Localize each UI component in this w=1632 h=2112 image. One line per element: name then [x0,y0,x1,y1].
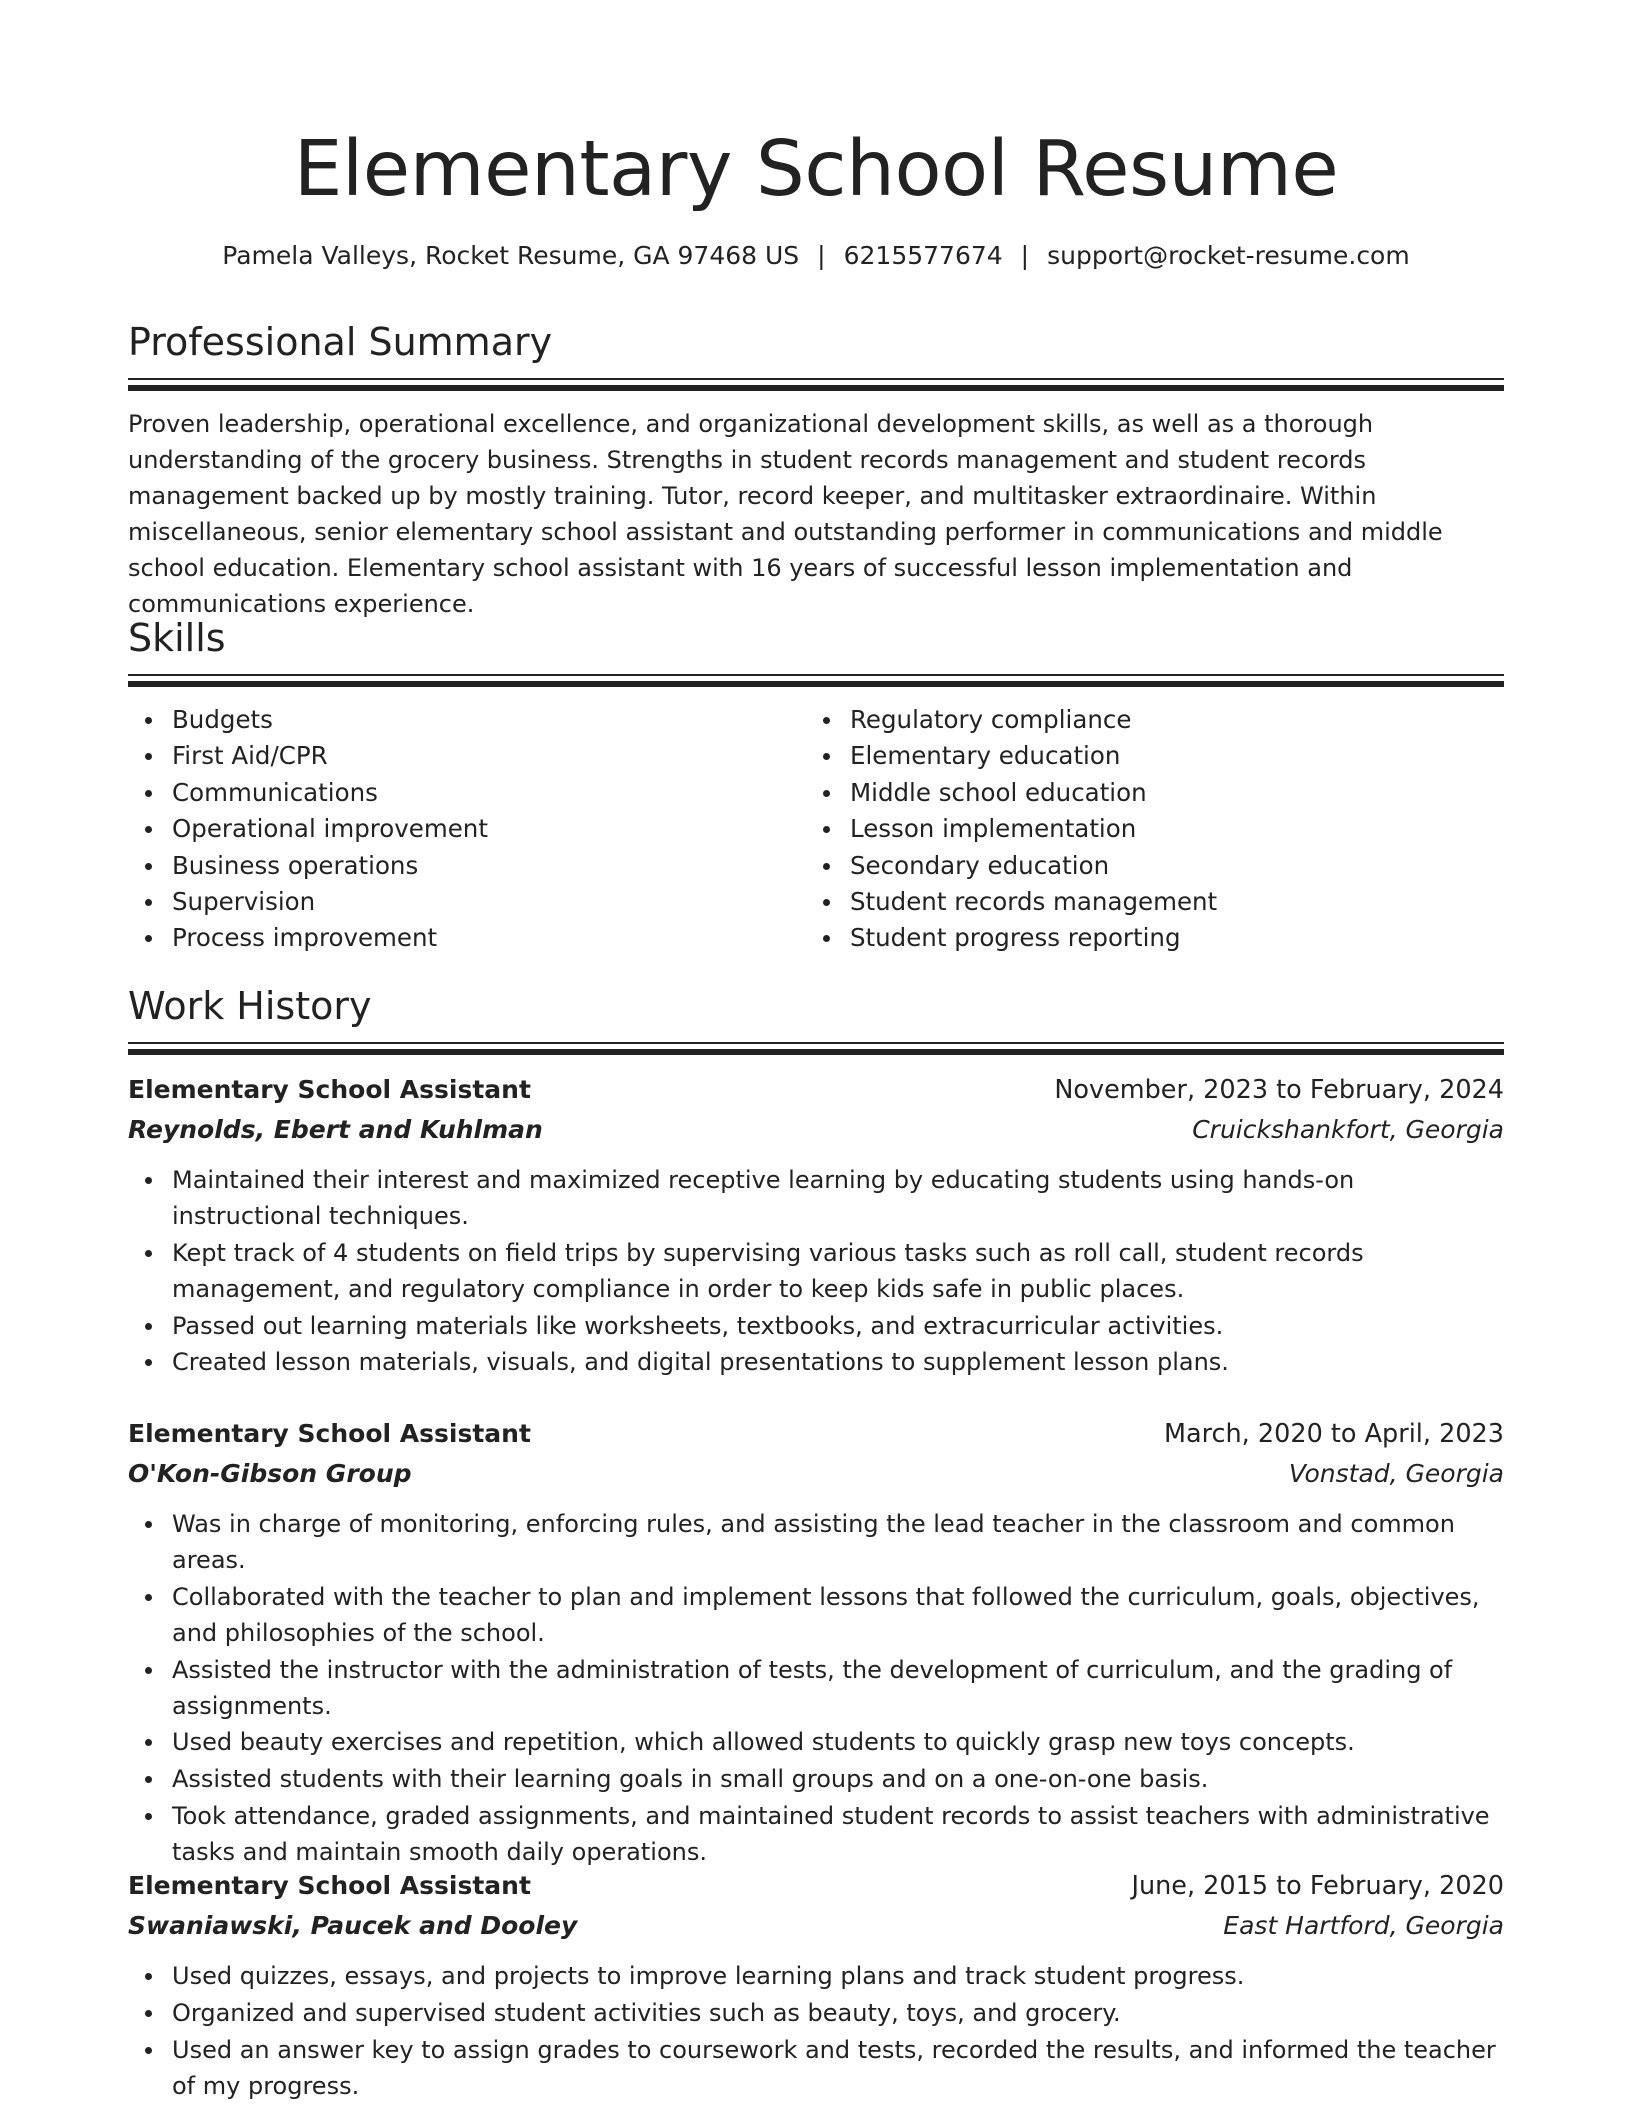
job-entry [128,1866,1504,2104]
job-company: Swaniawski, Paucek and Dooley [128,1911,578,1940]
job-entry [128,1414,1504,1871]
job-bullet: Created lesson materials, visuals, and digital presentations to supplement lesson plans. [172,1344,1504,1380]
contact-address: Pamela Valleys, Rocket Resume, GA 97468 US [222,241,800,270]
skills-column-right [806,702,1217,957]
job-bullet: Passed out learning materials like worksheets, textbooks, and extracurricular activities. [172,1308,1504,1344]
skill-item: Operational improvement [172,811,488,847]
job-bullets [128,1506,1504,1870]
job-dates: March, 2020 to April, 2023 [1163,1419,1504,1449]
job-bullet: Collaborated with the teacher to plan and implement lessons that followed the curriculum, goals, objectives, and philosophies of the school. [172,1579,1504,1651]
skills-column-left [128,702,488,957]
skill-item: Process improvement [172,920,488,956]
section-divider [128,674,1504,686]
job-title: Elementary School Assistant [128,1871,531,1900]
job-dates: June, 2015 to February, 2020 [1131,1871,1504,1901]
job-bullet: Took attendance, graded assignments, and maintained student records to assist teachers with administrative tasks and maintain smooth daily operations. [172,1798,1504,1870]
skill-item: Student progress reporting [850,920,1217,956]
section-divider [128,1042,1504,1054]
job-dates: November, 2023 to February, 2024 [1054,1075,1504,1105]
section-heading-work-history: Work History [128,984,372,1028]
job-location: East Hartford, Georgia [1223,1911,1504,1940]
skill-item: Secondary education [850,848,1217,884]
section-heading-summary: Professional Summary [128,320,553,364]
job-title: Elementary School Assistant [128,1075,531,1104]
job-bullet: Assisted the instructor with the administration of tests, the development of curriculum, and the grading of assignments. [172,1652,1504,1724]
summary-text: Proven leadership, operational excellence, and organizational development skills, as well as a thorough understanding of the grocery business. Strengths in student records management and student records management backed up by mostly training. Tutor, record keeper, and multitasker extraordinaire. Within miscellaneous, senior elementary school assistant and outstanding performer in communications and middle school education. Elementary school assistant with 16 years of successful lesson implementation and communications experience. [128,410,1443,618]
skill-item: Business operations [172,848,488,884]
skill-item: Lesson implementation [850,811,1217,847]
job-bullets [128,1162,1504,1380]
skill-item: Communications [172,775,488,811]
job-bullets [128,1958,1504,2104]
skill-item: First Aid/CPR [172,738,488,774]
skill-item: Budgets [172,702,488,738]
job-bullet: Kept track of 4 students on field trips by supervising various tasks such as roll call, student records management, and regulatory compliance in order to keep kids safe in public places. [172,1235,1504,1307]
skill-item: Middle school education [850,775,1217,811]
contact-email: support@rocket-resume.com [1047,241,1410,270]
job-bullet: Maintained their interest and maximized receptive learning by educating students using hands-on instructional techniques. [172,1162,1504,1234]
job-bullet: Was in charge of monitoring, enforcing rules, and assisting the lead teacher in the classroom and common areas. [172,1506,1504,1578]
contact-separator: | [1020,241,1030,270]
job-company: Reynolds, Ebert and Kuhlman [128,1115,543,1144]
job-bullet: Assisted students with their learning goals in small groups and on a one-on-one basis. [172,1761,1504,1797]
contact-line [128,238,1504,274]
contact-phone: 6215577674 [843,241,1003,270]
skill-item: Regulatory compliance [850,702,1217,738]
resume-title: Elementary School Resume [293,125,1339,214]
job-bullet: Used an answer key to assign grades to coursework and tests, recorded the results, and informed the teacher of my progress. [172,2032,1504,2104]
job-bullet: Used beauty exercises and repetition, which allowed students to quickly grasp new toys concepts. [172,1724,1504,1760]
job-bullet: Used quizzes, essays, and projects to improve learning plans and track student progress. [172,1958,1504,1994]
section-divider [128,378,1504,390]
job-title: Elementary School Assistant [128,1419,531,1448]
skill-item: Student records management [850,884,1217,920]
skill-item: Elementary education [850,738,1217,774]
job-location: Vonstad, Georgia [1288,1459,1504,1488]
section-heading-skills: Skills [128,616,226,660]
job-company: O'Kon-Gibson Group [128,1459,412,1488]
job-location: Cruickshankfort, Georgia [1192,1115,1504,1144]
skill-item: Supervision [172,884,488,920]
contact-separator: | [817,241,826,270]
job-bullet: Organized and supervised student activities such as beauty, toys, and grocery. [172,1995,1504,2031]
job-entry [128,1070,1504,1381]
